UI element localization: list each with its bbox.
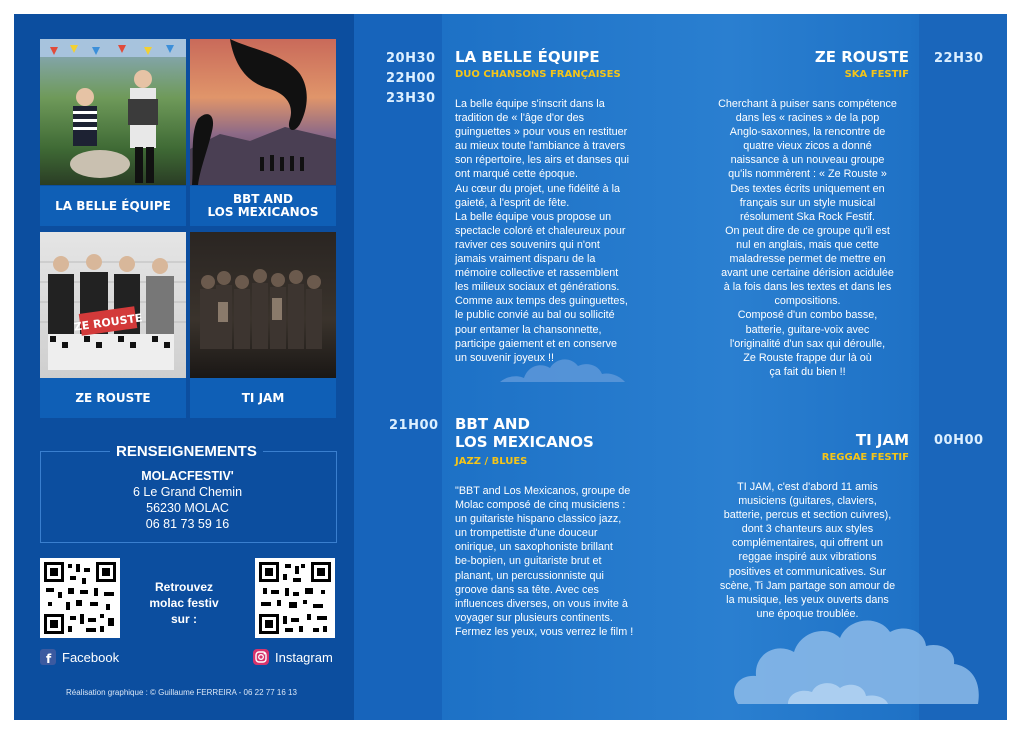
tile-caption-bbt <box>190 186 336 226</box>
qr-code-facebook-icon <box>40 558 120 638</box>
description-line: Cherchant à puiser sans compétence <box>718 98 897 110</box>
photo-bbt-los-mexicanos <box>190 39 336 185</box>
facebook-link[interactable] <box>40 649 119 665</box>
act-description-ze-rouste <box>704 97 911 379</box>
description-line: Composé d'un combo basse, <box>737 309 878 322</box>
description-line: Anglo-saxonnes, la rencontre de <box>729 126 886 139</box>
description-line: compositions. <box>774 295 841 308</box>
description-line: planant, un percussionniste qui <box>455 569 604 582</box>
description-line: voyager sur plusieurs continents. <box>455 611 613 624</box>
act-title-la-belle-equipe: LA BELLE ÉQUIPE <box>455 48 600 66</box>
description-line: la musique, les yeux ouverts dans <box>726 593 889 606</box>
description-line: positives et communicatives. Sur <box>728 565 887 578</box>
description-line: participe gaiement et en conserve <box>455 337 618 350</box>
description-line: Fermez les yeux, vous verrez le film ! <box>455 625 634 638</box>
instagram-icon <box>253 649 269 665</box>
photo-ze-rouste-art <box>40 232 186 378</box>
photo-ze-rouste <box>40 232 186 378</box>
time-20h30: 20H30 <box>386 51 436 66</box>
info-phone: 06 81 73 59 16 <box>145 517 230 531</box>
photo-la-belle-equipe-art <box>40 39 186 185</box>
instagram-link[interactable] <box>253 649 333 665</box>
tile-caption-bbt-line2: LOS MEXICANOS <box>207 205 319 219</box>
description-line: le public convié au bal ou sollicité <box>455 309 615 322</box>
description-line: complémentaires, qui offrent un <box>731 537 884 550</box>
description-line: un guitariste hispano classico jazz, <box>455 513 622 526</box>
description-line: ont marqué cette époque. <box>455 168 579 181</box>
brochure-sheet <box>14 14 1007 720</box>
time-21h00: 21H00 <box>389 418 439 433</box>
info-org: MOLACFESTIV' <box>141 469 234 483</box>
tile-caption-bbt-line1: BBT AND <box>233 192 293 206</box>
description-line: Des textes écrits uniquement en <box>730 182 885 195</box>
description-line: ça fait du bien !! <box>769 365 846 378</box>
facebook-label: Facebook <box>62 649 120 665</box>
description-line: La belle équipe s'inscrit dans la <box>455 98 605 110</box>
act-title-bbt <box>455 415 594 451</box>
retrouvez-text <box>134 579 234 627</box>
description-line: "BBT and Los Mexicanos, groupe de <box>455 485 631 497</box>
description-line: influences diverses, on vous invite à <box>455 597 628 610</box>
ze-rouste-sign: ZE ROUSTE <box>73 311 144 334</box>
info-postcode: 56230 MOLAC <box>146 501 229 515</box>
description-line: TI JAM, c'est d'abord 11 amis <box>737 481 878 493</box>
act-title-bbt-line1: BBT AND <box>455 415 530 433</box>
description-line: l'originalité d'un sax qui déroulle, <box>729 337 886 350</box>
description-line: batterie, percus et section cuivres), <box>723 509 892 522</box>
retrouvez-line2: molac festiv <box>149 596 219 610</box>
retrouvez-line1: Retrouvez <box>154 580 213 594</box>
tile-caption-ti-jam: TI JAM <box>190 378 336 418</box>
description-line: dans les « racines » de la pop <box>735 112 880 125</box>
time-22h30: 22H30 <box>934 51 984 66</box>
description-line: guinguettes » pour vous en restituer <box>455 126 628 139</box>
instagram-label: Instagram <box>275 649 333 665</box>
description-line: La belle équipe vous propose un <box>455 210 612 223</box>
description-line: quatre vieux zicos a donné <box>743 140 872 153</box>
description-line: dont 3 chanteurs aux styles <box>741 523 874 536</box>
description-line: à la fois dans les textes et dans les <box>723 281 892 294</box>
description-line: musiciens (guitares, claviers, <box>738 495 877 508</box>
description-line: les milieux sociaux et générations. <box>455 281 620 294</box>
description-line: jamais vraiment disparu de la <box>455 253 596 266</box>
description-line: une époque troublée. <box>756 607 859 620</box>
description-line: Molac composé de cinq musiciens : <box>455 499 626 512</box>
act-genre-la-belle-equipe: DUO CHANSONS FRANÇAISES <box>455 69 621 80</box>
description-line: français sur un style musical <box>739 196 876 209</box>
description-line: mémoire collective et rassemblent <box>455 267 619 280</box>
svg-text:f: f <box>46 652 52 665</box>
cloud-small <box>500 352 625 384</box>
tile-caption-ze-rouste: ZE ROUSTE <box>40 378 186 418</box>
description-line: avant une certaine dérision acidulée <box>721 267 894 280</box>
description-line: au mieux toute l'ambiance à travers <box>455 140 626 153</box>
act-genre-bbt: JAZZ / BLUES <box>455 456 528 467</box>
act-genre-ze-rouste: SKA FESTIF <box>844 69 909 80</box>
description-line: raviver ces souvenirs qui n'ont <box>455 238 600 251</box>
qr-code-instagram[interactable] <box>255 558 335 638</box>
retrouvez-line3: sur : <box>170 612 197 626</box>
description-line: scène, Ti Jam partage son amour de <box>719 579 896 592</box>
act-genre-ti-jam: REGGAE FESTIF <box>821 452 909 463</box>
act-description-ti-jam <box>704 480 911 621</box>
description-line: maladresse permet de mettre en <box>729 253 886 266</box>
description-line: batterie, guitare-voix avec <box>745 323 870 336</box>
graphic-credit: Réalisation graphique : © Guillaume FERREIRA - 06 22 77 16 13 <box>66 688 297 697</box>
description-line: nul en anglais, mais que cette <box>736 238 879 251</box>
qr-code-instagram-icon <box>255 558 335 638</box>
description-line: Ze Rouste frappe dur là où <box>743 351 872 364</box>
description-line: onirique, un saxophoniste brillant <box>455 541 613 554</box>
description-line: qu'ils nommèrent : « Ze Rouste » <box>728 168 887 181</box>
time-23h30: 23H30 <box>386 91 436 106</box>
act-description-la-belle-equipe <box>455 97 665 365</box>
photo-ti-jam-art <box>190 232 336 378</box>
description-line: pour entamer la chansonnette, <box>455 323 602 336</box>
info-address: 6 Le Grand Chemin <box>132 485 243 499</box>
photo-bbt-art <box>190 39 336 185</box>
time-00h00: 00H00 <box>934 433 984 448</box>
description-line: reggae inspiré aux vibrations <box>738 551 877 564</box>
act-title-ze-rouste: ZE ROUSTE <box>814 48 909 66</box>
description-line: un souvenir joyeux !! <box>455 351 555 364</box>
description-line: Au cœur du projet, une fidélité à la <box>455 182 621 195</box>
act-description-bbt <box>455 484 675 639</box>
tile-caption-la-belle-equipe: LA BELLE ÉQUIPE <box>40 186 186 226</box>
facebook-icon <box>40 649 56 665</box>
act-title-ti-jam: TI JAM <box>855 431 909 449</box>
description-line: résolument Ska Rock Festif. <box>739 210 875 223</box>
info-title: RENSEIGNEMENTS <box>110 443 263 460</box>
description-line: be-bopien, un guitariste brut et <box>455 555 602 568</box>
qr-code-facebook[interactable] <box>40 558 120 638</box>
time-22h00: 22H00 <box>386 71 436 86</box>
description-line: un trompettiste d'une douceur <box>455 527 598 540</box>
photo-ti-jam <box>190 232 336 378</box>
description-line: naissance à un nouveau groupe <box>730 154 885 167</box>
cloud-large <box>728 604 988 704</box>
description-line: Comme aux temps des guinguettes, <box>455 295 628 308</box>
description-line: On peut dire de ce groupe qu'il est <box>725 224 890 237</box>
photo-la-belle-equipe <box>40 39 186 185</box>
act-title-bbt-line2: LOS MEXICANOS <box>455 433 594 451</box>
description-line: spectacle coloré et chaleureux pour <box>455 224 626 237</box>
description-line: son répertoire, les airs et danses qui <box>455 154 630 167</box>
time-strip-middle <box>354 14 442 720</box>
description-line: gaieté, à l'esprit de fête. <box>455 196 570 209</box>
description-line: tradition de « l'âge d'or des <box>455 112 584 125</box>
description-line: groove dans sa tête. Avec ces <box>455 583 599 596</box>
